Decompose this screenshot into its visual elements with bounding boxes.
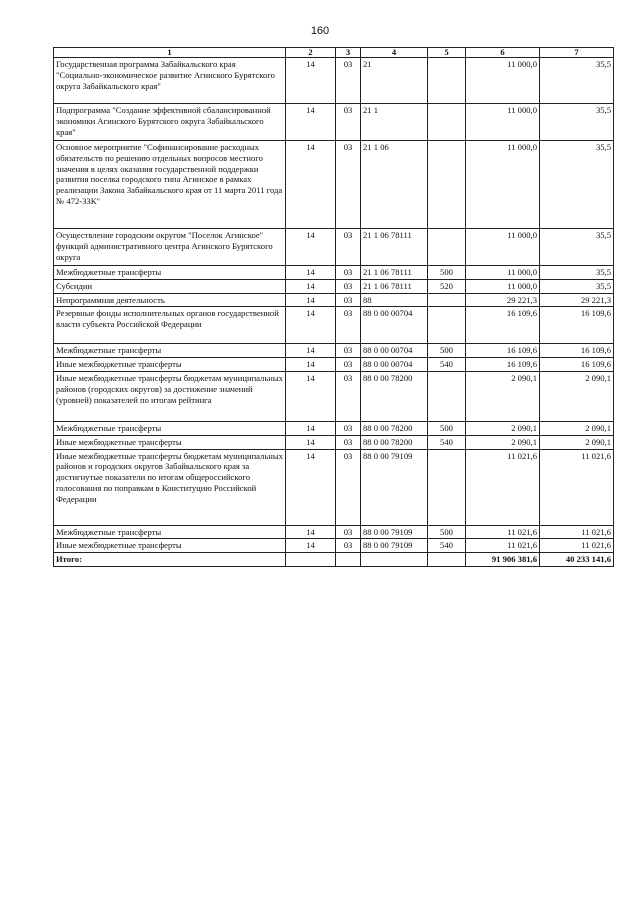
row-target-code: 88 0 00 00704 — [361, 307, 428, 344]
row-amount-actual: 11 021,6 — [540, 449, 614, 525]
table-row — [54, 371, 614, 421]
total-amount-plan: 91 906 381,6 — [466, 553, 540, 567]
row-name: Иные межбюджетные трансферты бюджетам муниципальных районов (городских округов) за достижение значений (уровней) показателей по итогам рейтинга — [54, 371, 286, 421]
row-section: 14 — [286, 344, 336, 358]
row-expense-type — [428, 371, 466, 421]
table-row — [54, 421, 614, 435]
row-target-code: 88 0 00 78200 — [361, 435, 428, 449]
row-amount-actual: 11 021,6 — [540, 539, 614, 553]
table-row — [54, 358, 614, 372]
row-subsection: 03 — [336, 525, 361, 539]
row-target-code: 21 1 — [361, 104, 428, 141]
row-amount-plan: 11 000,0 — [466, 58, 540, 104]
row-amount-plan: 2 090,1 — [466, 435, 540, 449]
row-name: Непрограммная деятельность — [54, 293, 286, 307]
row-expense-type: 500 — [428, 421, 466, 435]
row-expense-type: 500 — [428, 266, 466, 280]
header-col-3: 3 — [336, 48, 361, 58]
table-row — [54, 539, 614, 553]
row-section: 14 — [286, 449, 336, 525]
row-name: Межбюджетные трансферты — [54, 344, 286, 358]
row-section: 14 — [286, 371, 336, 421]
row-target-code: 21 1 06 78111 — [361, 266, 428, 280]
table-row — [54, 449, 614, 525]
row-amount-actual: 16 109,6 — [540, 358, 614, 372]
row-section: 14 — [286, 358, 336, 372]
row-name: Межбюджетные трансферты — [54, 421, 286, 435]
row-expense-type — [428, 104, 466, 141]
row-amount-plan: 11 000,0 — [466, 141, 540, 229]
row-target-code: 21 1 06 78111 — [361, 229, 428, 266]
total-empty-cell — [428, 553, 466, 567]
row-amount-actual: 2 090,1 — [540, 371, 614, 421]
row-subsection: 03 — [336, 229, 361, 266]
row-amount-actual: 16 109,6 — [540, 344, 614, 358]
row-subsection: 03 — [336, 266, 361, 280]
row-target-code: 88 0 00 78200 — [361, 421, 428, 435]
table-row — [54, 279, 614, 293]
row-section: 14 — [286, 141, 336, 229]
table-row — [54, 104, 614, 141]
row-target-code: 88 — [361, 293, 428, 307]
row-subsection: 03 — [336, 449, 361, 525]
row-subsection: 03 — [336, 104, 361, 141]
row-amount-actual: 11 021,6 — [540, 525, 614, 539]
total-label: Итого: — [54, 553, 286, 567]
header-row — [54, 48, 614, 58]
row-subsection: 03 — [336, 358, 361, 372]
total-empty-cell — [361, 553, 428, 567]
row-amount-plan: 11 000,0 — [466, 229, 540, 266]
page-number: 160 — [310, 25, 330, 37]
row-expense-type — [428, 293, 466, 307]
row-amount-plan: 11 000,0 — [466, 279, 540, 293]
row-section: 14 — [286, 58, 336, 104]
budget-table — [53, 47, 614, 567]
row-name: Подпрограмма "Создание эффективной сбалансированной экономики Агинского Бурятского округа Забайкальского края" — [54, 104, 286, 141]
header-col-5: 5 — [428, 48, 466, 58]
row-amount-plan: 11 000,0 — [466, 266, 540, 280]
row-expense-type: 520 — [428, 279, 466, 293]
row-expense-type — [428, 141, 466, 229]
table-row — [54, 307, 614, 344]
total-empty-cell — [336, 553, 361, 567]
row-section: 14 — [286, 279, 336, 293]
row-amount-actual: 35,5 — [540, 104, 614, 141]
row-name: Иные межбюджетные трансферты — [54, 435, 286, 449]
row-amount-plan: 16 109,6 — [466, 344, 540, 358]
row-target-code: 88 0 00 79109 — [361, 525, 428, 539]
table-row — [54, 58, 614, 104]
row-amount-actual: 35,5 — [540, 229, 614, 266]
table-row — [54, 525, 614, 539]
row-name: Иные межбюджетные трансферты — [54, 539, 286, 553]
row-subsection: 03 — [336, 307, 361, 344]
row-target-code: 21 — [361, 58, 428, 104]
row-target-code: 88 0 00 00704 — [361, 344, 428, 358]
row-amount-plan: 16 109,6 — [466, 307, 540, 344]
row-amount-plan: 11 000,0 — [466, 104, 540, 141]
header-col-6: 6 — [466, 48, 540, 58]
row-amount-actual: 35,5 — [540, 141, 614, 229]
header-col-1: 1 — [54, 48, 286, 58]
row-name: Осуществление городским округом "Поселок Агинское" функций административного центра Агинского Бурятского округа — [54, 229, 286, 266]
row-expense-type — [428, 58, 466, 104]
row-name: Государственная программа Забайкальского края "Социально-экономическое развитие Агинского Бурятского округа Забайкальского края" — [54, 58, 286, 104]
row-subsection: 03 — [336, 539, 361, 553]
row-expense-type: 500 — [428, 344, 466, 358]
row-section: 14 — [286, 421, 336, 435]
table-row — [54, 229, 614, 266]
row-section: 14 — [286, 266, 336, 280]
row-expense-type — [428, 307, 466, 344]
row-amount-plan: 11 021,6 — [466, 525, 540, 539]
header-col-4: 4 — [361, 48, 428, 58]
table-row — [54, 266, 614, 280]
row-target-code: 88 0 00 79109 — [361, 449, 428, 525]
row-amount-plan: 2 090,1 — [466, 421, 540, 435]
row-target-code: 21 1 06 78111 — [361, 279, 428, 293]
row-target-code: 88 0 00 00704 — [361, 358, 428, 372]
row-name: Межбюджетные трансферты — [54, 525, 286, 539]
table-row — [54, 344, 614, 358]
row-section: 14 — [286, 104, 336, 141]
row-subsection: 03 — [336, 279, 361, 293]
row-amount-plan: 2 090,1 — [466, 371, 540, 421]
row-amount-plan: 11 021,6 — [466, 449, 540, 525]
row-amount-actual: 35,5 — [540, 266, 614, 280]
row-section: 14 — [286, 293, 336, 307]
row-expense-type: 540 — [428, 435, 466, 449]
row-subsection: 03 — [336, 371, 361, 421]
row-amount-plan: 16 109,6 — [466, 358, 540, 372]
row-target-code: 88 0 00 78200 — [361, 371, 428, 421]
row-section: 14 — [286, 229, 336, 266]
header-col-7: 7 — [540, 48, 614, 58]
row-amount-actual: 16 109,6 — [540, 307, 614, 344]
table-row — [54, 435, 614, 449]
row-amount-actual: 2 090,1 — [540, 435, 614, 449]
row-amount-plan: 29 221,3 — [466, 293, 540, 307]
row-expense-type: 540 — [428, 358, 466, 372]
row-subsection: 03 — [336, 58, 361, 104]
row-target-code: 88 0 00 79109 — [361, 539, 428, 553]
row-section: 14 — [286, 307, 336, 344]
row-expense-type — [428, 229, 466, 266]
row-subsection: 03 — [336, 421, 361, 435]
row-name: Иные межбюджетные трансферты — [54, 358, 286, 372]
row-name: Межбюджетные трансферты — [54, 266, 286, 280]
row-expense-type: 540 — [428, 539, 466, 553]
row-target-code: 21 1 06 — [361, 141, 428, 229]
row-expense-type: 500 — [428, 525, 466, 539]
table-row — [54, 293, 614, 307]
row-subsection: 03 — [336, 435, 361, 449]
header-col-2: 2 — [286, 48, 336, 58]
row-amount-actual: 29 221,3 — [540, 293, 614, 307]
row-section: 14 — [286, 539, 336, 553]
row-amount-actual: 2 090,1 — [540, 421, 614, 435]
row-subsection: 03 — [336, 293, 361, 307]
row-subsection: 03 — [336, 141, 361, 229]
row-subsection: 03 — [336, 344, 361, 358]
row-name: Основное мероприятие "Софинансирование расходных обязательств по решению отдельных вопросов местного значения в целях оказания государственной поддержки развития поселка городского типа Агинское в рамках реализации Закона Забайкальского края от 11 марта 2011 года № 472-ЗЗК" — [54, 141, 286, 229]
row-name: Субсидии — [54, 279, 286, 293]
row-expense-type — [428, 449, 466, 525]
row-amount-plan: 11 021,6 — [466, 539, 540, 553]
total-amount-actual: 40 233 141,6 — [540, 553, 614, 567]
row-name: Иные межбюджетные трансферты бюджетам муниципальных районов и городских округов Забайкальского края за достигнутые показатели по итогам общероссийского голосования по поправкам в Конституцию Российской Федерации — [54, 449, 286, 525]
row-name: Резервные фонды исполнительных органов государственной власти субъекта Российской Федерации — [54, 307, 286, 344]
row-section: 14 — [286, 435, 336, 449]
table-row — [54, 141, 614, 229]
total-empty-cell — [286, 553, 336, 567]
total-row — [54, 553, 614, 567]
row-section: 14 — [286, 525, 336, 539]
row-amount-actual: 35,5 — [540, 58, 614, 104]
row-amount-actual: 35,5 — [540, 279, 614, 293]
